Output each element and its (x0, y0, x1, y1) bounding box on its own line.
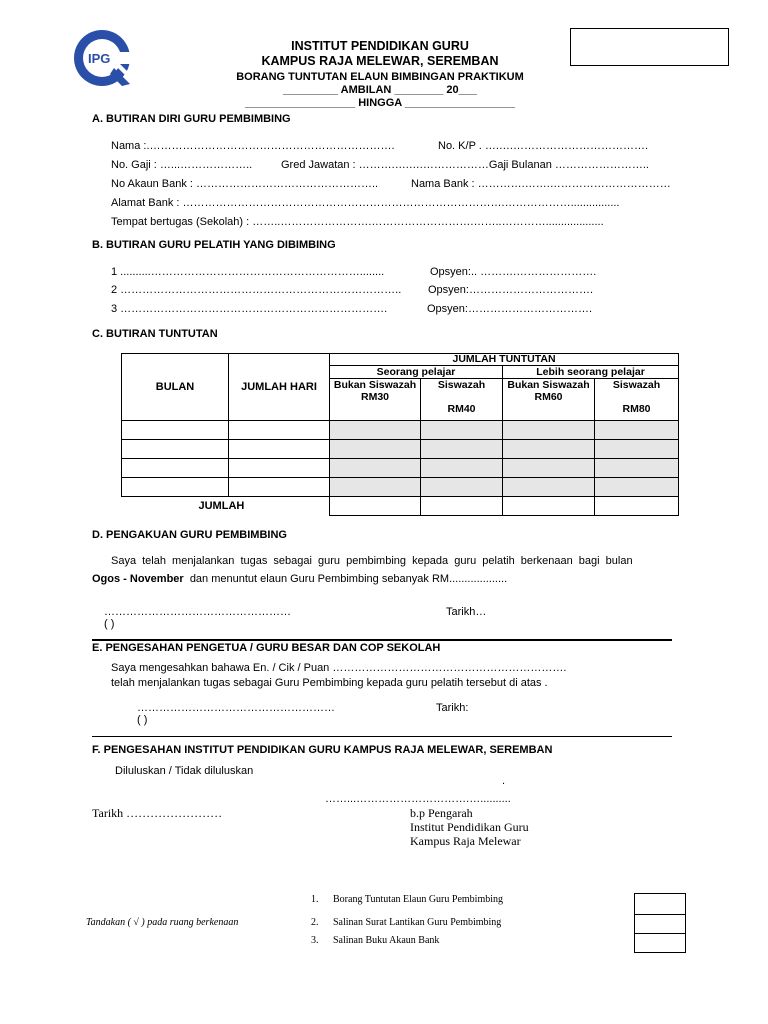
pengetua-signature[interactable]: ……………………………………………… (137, 702, 335, 714)
sub-label-3: Bukan Siswazah (507, 379, 590, 392)
table-cell[interactable] (122, 459, 229, 478)
akaun-bank-field[interactable]: No Akaun Bank : ………………………………………….. (111, 178, 379, 190)
table-cell[interactable] (330, 440, 421, 459)
stray-dot: . (502, 775, 506, 787)
col-hari-header: JUMLAH HARI (229, 354, 330, 421)
section-a-title: A. BUTIRAN DIRI GURU PEMBIMBING (92, 113, 291, 125)
checklist-instruction: Tandakan ( √ ) pada ruang berkenaan (86, 917, 239, 928)
guru-signature[interactable]: …………………………………………… (104, 606, 291, 618)
guru-name-paren[interactable]: ( ) (104, 618, 115, 630)
guru-tarikh[interactable]: Tarikh… (446, 606, 487, 618)
sub-label-1: Bukan Siswazah (333, 379, 417, 392)
table-cell[interactable] (503, 478, 595, 497)
table-cell[interactable] (229, 440, 330, 459)
col-bulan-header: BULAN (122, 354, 229, 421)
svg-text:IPG: IPG (88, 51, 111, 66)
signatory-role-2: Institut Pendidikan Guru (410, 820, 529, 834)
total-cell[interactable] (503, 497, 595, 516)
table-cell[interactable] (595, 459, 679, 478)
pelatih-1-name[interactable]: 1 ..........…………………………………………………........ (111, 266, 385, 278)
table-cell[interactable] (122, 421, 229, 440)
gred-gaji-field[interactable]: Gred Jawatan : ……….….….………………Gaji Bulanan …………………….. (281, 159, 649, 171)
table-cell[interactable] (122, 440, 229, 459)
declaration-line-2 (92, 573, 507, 585)
checklist-num-1: 1. (311, 894, 319, 905)
total-cell[interactable] (421, 497, 503, 516)
checklist-num-2: 2. (311, 917, 319, 928)
checklist-label-3: Salinan Buku Akaun Bank (333, 935, 440, 946)
institution-name: INSTITUT PENDIDIKAN GURU (291, 39, 469, 53)
section-f-title: F. PENGESAHAN INSTITUT PENDIDIKAN GURU KAMPUS RAJA MELEWAR, SEREMBAN (92, 744, 553, 756)
divider (92, 639, 672, 641)
pengetua-name-paren[interactable]: ( ) (137, 714, 148, 726)
sub-header-2 (421, 379, 503, 421)
pelatih-2-opsyen[interactable]: Opsyen:……………………………. (428, 284, 594, 296)
ipg-tarikh[interactable]: Tarikh …………………… (92, 806, 223, 820)
confirm-line-2: telah menjalankan tugas sebagai Guru Pembimbing kepada guru pelatih tersebut di atas . (111, 677, 548, 689)
no-gaji-field[interactable]: No. Gaji : …...……………….. (111, 159, 253, 171)
table-cell[interactable] (421, 421, 503, 440)
checkbox-3[interactable] (634, 933, 686, 953)
checklist-label-1: Borang Tuntutan Elaun Guru Pembimbing (333, 894, 503, 905)
campus-name: KAMPUS RAJA MELEWAR, SEREMBAN (261, 54, 499, 68)
sub-label-2: Siswazah (437, 379, 486, 392)
table-cell[interactable] (330, 459, 421, 478)
group-seorang-header: Seorang pelajar (330, 366, 503, 379)
total-cell[interactable] (595, 497, 679, 516)
table-cell[interactable] (503, 459, 595, 478)
sub-header-1 (330, 379, 421, 421)
group-lebih-header: Lebih seorang pelajar (503, 366, 679, 379)
total-cell[interactable] (330, 497, 421, 516)
pelatih-2-name[interactable]: 2 ………………………………………………………………….. (111, 284, 402, 296)
checklist-num-3: 3. (311, 935, 319, 946)
section-d-title: D. PENGAKUAN GURU PEMBIMBING (92, 529, 287, 541)
table-cell[interactable] (595, 421, 679, 440)
table-cell[interactable] (330, 478, 421, 497)
intake-line[interactable]: _________ AMBILAN ________ 20___ (282, 84, 478, 96)
claims-table (121, 353, 679, 516)
sub-rate-1: RM30 (360, 391, 389, 404)
table-cell[interactable] (503, 440, 595, 459)
sub-rate-2: RM40 (447, 403, 476, 416)
table-cell[interactable] (229, 459, 330, 478)
pelatih-3-name[interactable]: 3 ………………………………………………………………. (111, 303, 388, 315)
table-cell[interactable] (229, 421, 330, 440)
table-cell[interactable] (595, 478, 679, 497)
approval-options[interactable]: Diluluskan / Tidak diluluskan (115, 765, 254, 777)
table-cell[interactable] (421, 459, 503, 478)
section-c-title: C. BUTIRAN TUNTUTAN (92, 328, 218, 340)
col-jumlah-tuntutan-header: JUMLAH TUNTUTAN (330, 354, 679, 366)
table-cell[interactable] (122, 478, 229, 497)
declaration-line-1: Saya telah menjalankan tugas sebagai guru pembimbing kepada guru pelatih berkenaan bagi bulan (111, 555, 633, 567)
table-cell[interactable] (229, 478, 330, 497)
divider (92, 736, 672, 737)
period-bold: Ogos - November (92, 573, 184, 585)
alamat-bank-field[interactable]: Alamat Bank : …………………………………………………………………………….………………................ (111, 197, 620, 209)
signatory-role-3: Kampus Raja Melewar (410, 834, 521, 848)
nama-bank-field[interactable]: Nama Bank : ………….…….…………………………… (411, 178, 671, 190)
ipg-logo (72, 28, 134, 88)
pelatih-1-opsyen[interactable]: Opsyen:.. ……….…………………. (430, 266, 597, 278)
checkbox-1[interactable] (634, 893, 686, 915)
section-e-title: E. PENGESAHAN PENGETUA / GURU BESAR DAN COP SEKOLAH (92, 642, 441, 654)
sub-header-4 (595, 379, 679, 421)
total-label (198, 497, 330, 516)
nama-field[interactable]: Nama :.…………………………………………………………. (111, 140, 395, 152)
pelatih-3-opsyen[interactable]: Opsyen:……………………………. (427, 303, 593, 315)
reference-box[interactable] (570, 28, 729, 66)
no-kp-field[interactable]: No. K/P . ….….………………………………. (438, 140, 649, 152)
signatory-role-1: b.p Pengarah (410, 806, 473, 820)
total-label-text: JUMLAH (198, 500, 245, 513)
pengetua-tarikh[interactable]: Tarikh: (436, 702, 469, 714)
confirm-line-1[interactable]: Saya mengesahkan bahawa En. / Cik / Puan ………………………………………………………. (111, 662, 567, 674)
pengarah-signature[interactable]: ……...………………………….….......... (325, 793, 511, 805)
table-cell[interactable] (595, 440, 679, 459)
section-b-title: B. BUTIRAN GURU PELATIH YANG DIBIMBING (92, 239, 336, 251)
table-cell[interactable] (503, 421, 595, 440)
checkbox-2[interactable] (634, 914, 686, 934)
checklist-label-2: Salinan Surat Lantikan Guru Pembimbing (333, 917, 502, 928)
form-title: BORANG TUNTUTAN ELAUN BIMBINGAN PRAKTIKUM (236, 71, 524, 83)
tempat-bertugas-field[interactable]: Tempat bertugas (Sekolah) : ……..…………………….……………………….……..…………................... (111, 216, 604, 228)
sub-header-3 (503, 379, 595, 421)
table-cell[interactable] (421, 478, 503, 497)
period-line[interactable]: __________________ HINGGA __________________ (245, 97, 515, 109)
sub-rate-4: RM80 (622, 403, 651, 416)
sub-label-4: Siswazah (612, 379, 661, 392)
table-cell[interactable] (330, 421, 421, 440)
sub-rate-3: RM60 (534, 391, 563, 404)
table-cell[interactable] (421, 440, 503, 459)
claim-amount-text[interactable]: dan menuntut elaun Guru Pembimbing sebanyak RM................... (189, 573, 508, 585)
